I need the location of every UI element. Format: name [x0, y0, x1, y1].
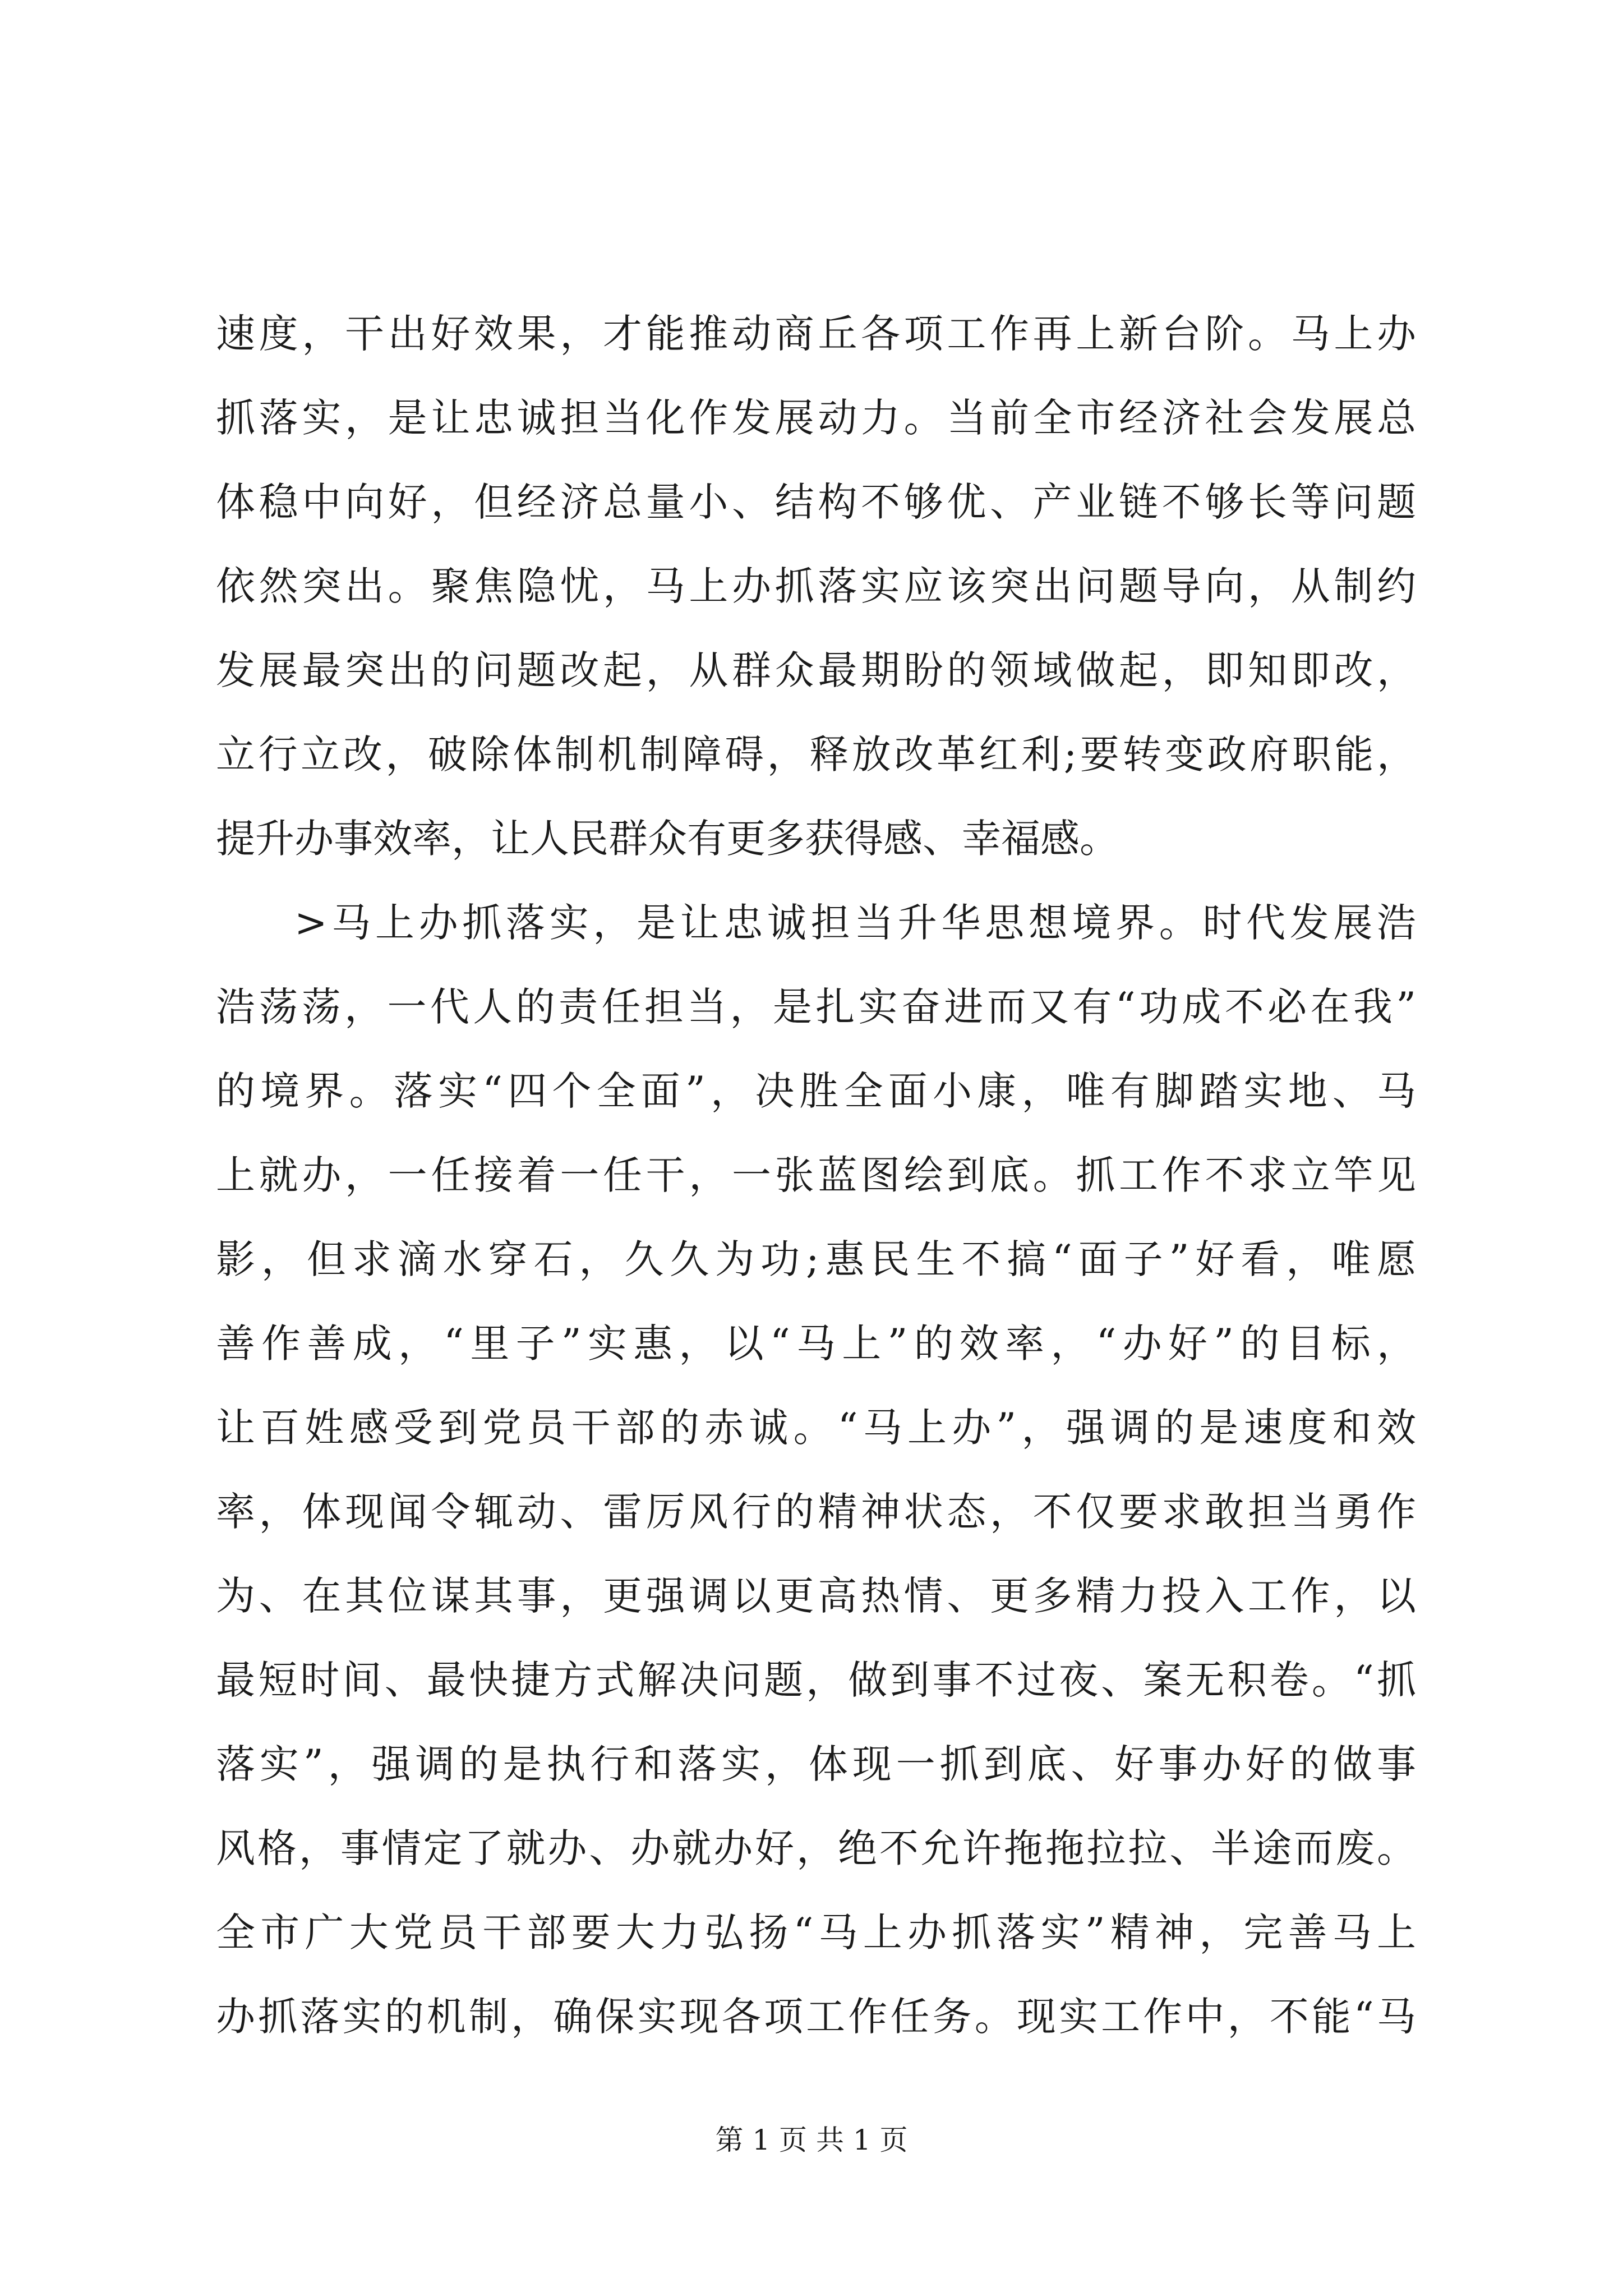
document-body	[216, 292, 1416, 2059]
text-line: 让百姓感受到党员干部的赤诚。“马上办”，强调的是速度和效	[216, 1405, 1416, 1451]
text-line: 的境界。落实“四个全面”，决胜全面小康，唯有脚踏实地、马	[216, 1068, 1416, 1114]
text-line: 立行立改，破除体制机制障碍，释放改革红利;要转变政府职能，	[216, 731, 1416, 777]
text-line: 体稳中向好，但经济总量小、结构不够优、产业链不够长等问题	[216, 479, 1416, 525]
text-line: 浩荡荡，一代人的责任担当，是扎实奋进而又有“功成不必在我”	[216, 984, 1416, 1030]
page-number: 第 1 页 共 1 页	[715, 2124, 908, 2156]
text-line: 落实”，强调的是执行和落实，体现一抓到底、好事办好的做事	[216, 1741, 1416, 1787]
text-line: 抓落实，是让忠诚担当化作发展动力。当前全市经济社会发展总	[216, 395, 1416, 441]
text-line: 发展最突出的问题改起，从群众最期盼的领域做起，即知即改，	[216, 647, 1416, 693]
text-line: 率，体现闻令辄动、雷厉风行的精神状态，不仅要求敢担当勇作	[216, 1489, 1416, 1535]
text-line: 最短时间、最快捷方式解决问题，做到事不过夜、案无积卷。“抓	[216, 1657, 1416, 1703]
text-line: 为、在其位谋其事，更强调以更高热情、更多精力投入工作，以	[216, 1573, 1416, 1619]
text-line-paragraph-end: 提升办事效率，让人民群众有更多获得感、幸福感。	[216, 816, 1119, 862]
text-line: 速度，干出好效果，才能推动商丘各项工作再上新台阶。马上办	[216, 311, 1416, 357]
text-line-paragraph-start: >马上办抓落实，是让忠诚担当升华思想境界。时代发展浩	[294, 900, 1416, 946]
text-line: 风格，事情定了就办、办就办好，绝不允许拖拖拉拉、半途而废。	[216, 1825, 1416, 1871]
text-line: 影，但求滴水穿石，久久为功;惠民生不搞“面子”好看，唯愿	[216, 1236, 1416, 1282]
text-line: 上就办，一任接着一任干，一张蓝图绘到底。抓工作不求立竿见	[216, 1152, 1416, 1198]
text-line: 办抓落实的机制，确保实现各项工作任务。现实工作中，不能“马	[216, 1994, 1416, 2040]
page-footer	[0, 2123, 1623, 2157]
text-line: 全市广大党员干部要大力弘扬“马上办抓落实”精神，完善马上	[216, 1910, 1416, 1955]
text-line: 善作善成，“里子”实惠，以“马上”的效率，“办好”的目标，	[216, 1320, 1416, 1366]
text-line: 依然突出。聚焦隐忧，马上办抓落实应该突出问题导向，从制约	[216, 563, 1416, 609]
